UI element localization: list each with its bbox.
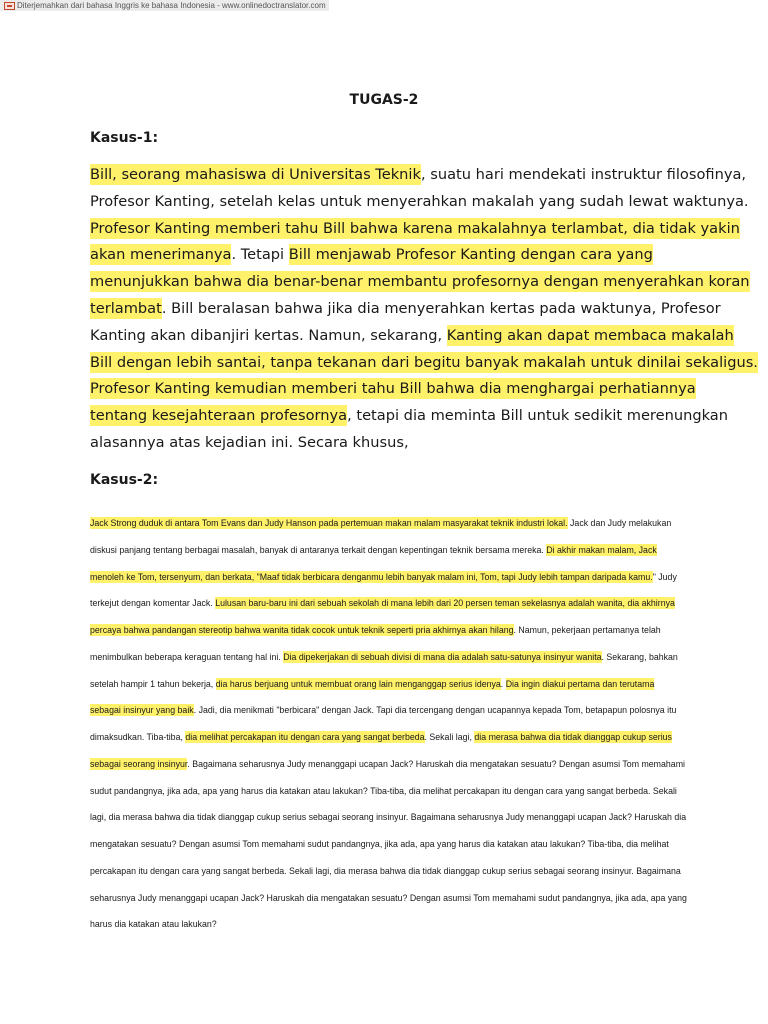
plain-text: alasannya atas kejadian ini. Secara khusus, (90, 433, 409, 451)
highlighted-text: dia harus berjuang untuk membuat orang lain menganggap serius idenya (215, 678, 501, 689)
plain-text: Kanting akan dibanjiri kertas. Namun, sekarang, (90, 326, 447, 344)
case-1-paragraph (90, 162, 758, 457)
text-line (90, 885, 690, 912)
text-line (90, 216, 740, 243)
highlighted-text: Profesor Kanting memberi tahu Bill bahwa karena makalahnya terlambat, dia tidak yakin (90, 219, 740, 237)
plain-text: setelah hampir 1 tahun bekerja, (90, 678, 216, 689)
text-line (90, 189, 749, 216)
highlighted-text: tentang kesejahteraan profesornya (90, 407, 348, 425)
text-line (90, 296, 721, 323)
highlighted-text: menunjukkan bahwa dia benar-benar membantu profesornya dengan menyerahkan koran (90, 273, 750, 291)
plain-text: . Namun, pekerjaan pertamanya telah (513, 625, 661, 635)
plain-text: , tetapi dia meminta Bill untuk sedikit merenungkan (347, 407, 728, 425)
plain-text: harus dia katakan atau lakukan? (90, 919, 217, 930)
text-line (90, 269, 750, 296)
text-line (90, 537, 690, 564)
highlighted-text: Lulusan baru-baru ini dari sebuah sekolah di mana lebih dari 20 persen teman sekelasnya adalah wanita, dia akhirnya (215, 598, 675, 609)
page-title: TUGAS-2 (349, 92, 419, 108)
highlighted-text: Kanting akan dapat membaca makalah (446, 326, 734, 344)
plain-text: mengatakan sesuatu? Dengan asumsi Tom memahami sudut pandangnya, jika ada, apa yang harus dia katakan atau lakukan? Tiba-tiba, dia melihat (90, 839, 669, 849)
highlighted-text: dia merasa bahwa dia tidak dianggap cukup serius (474, 732, 672, 742)
highlighted-text: Bill menjawab Profesor Kanting dengan cara yang (288, 246, 653, 264)
plain-text: Jack dan Judy melakukan (567, 518, 672, 528)
case-2-paragraph (90, 510, 690, 938)
plain-text: . Bill beralasan bahwa jika dia menyerahkan kertas pada waktunya, Profesor (161, 299, 721, 317)
highlighted-text: sebagai insinyur yang baik (90, 705, 194, 716)
highlighted-text: sebagai seorang insinyur (90, 758, 188, 769)
text-line (90, 697, 690, 724)
highlighted-text: menoleh ke Tom, tersenyum, dan berkata, "Maaf tidak berbicara denganmu lebih banyak malam ini, Tom, tapi Judy lebih tampan daripada kamu. (90, 571, 653, 582)
text-line (90, 671, 690, 698)
highlighted-text: percaya bahwa pandangan stereotip bahwa wanita tidak cocok untuk teknik seperti pria akhirnya akan hilang (90, 625, 514, 635)
plain-text: , suatu hari mendekati instruktur filosofinya, (420, 166, 747, 183)
text-line (90, 162, 747, 189)
case-1-heading: Kasus-1: (90, 130, 159, 146)
plain-text: lagi, dia merasa bahwa dia tidak dianggap cukup serius sebagai seorang insinyur. Bagaimana seharusnya Judy menanggapi ucapan Jack? Haruskah dia (90, 812, 687, 823)
text-line (90, 644, 690, 671)
text-line (90, 751, 690, 778)
plain-text: " Judy (652, 571, 677, 582)
highlighted-text: akan menerimanya (90, 246, 232, 264)
plain-text: menimbulkan beberapa keraguan tentang hal ini. (90, 651, 284, 662)
plain-text: sudut pandangnya, jika ada, apa yang harus dia katakan atau lakukan? Tiba-tiba, dia melihat percakapan itu dengan cara yang sangat berbeda. Sekali (90, 785, 677, 796)
highlighted-text: Di akhir makan malam, Jack (546, 544, 657, 555)
highlighted-text: Bill dengan lebih santai, tanpa tekanan dari begitu banyak makalah untuk dinilai sekaligus. (90, 353, 758, 371)
plain-text: . (500, 678, 506, 689)
text-line (90, 403, 728, 430)
highlighted-text: Dia ingin diakui pertama dan terutama (505, 678, 655, 689)
text-line (90, 778, 690, 805)
text-line (90, 510, 690, 537)
plain-text: . Sekali lagi, (424, 732, 475, 742)
case-2-heading: Kasus-2: (90, 472, 159, 488)
highlighted-text: dia melihat percakapan itu dengan cara yang sangat berbeda (185, 732, 425, 742)
text-line (90, 430, 690, 457)
highlighted-text: Profesor Kanting kemudian memberi tahu Bill bahwa dia menghargai perhatiannya (90, 380, 696, 398)
text-line (90, 590, 690, 617)
text-line (90, 323, 734, 350)
text-line (90, 724, 690, 751)
plain-text: . Tetapi (231, 246, 289, 264)
plain-text: . Sekarang, bahkan (601, 651, 678, 662)
text-line (90, 617, 690, 644)
plain-text: . Jadi, dia menikmati "berbicara" dengan Jack. Tapi dia tercengang dengan ucapannya kepada Tom, betapapun polosnya itu (193, 705, 677, 716)
plain-text: terkejut dengan komentar Jack. (90, 598, 216, 609)
banner-text: Diterjemahkan dari bahasa Inggris ke bahasa Indonesia - www.onlinedoctranslator.com (17, 1, 326, 10)
text-line (90, 376, 696, 403)
text-line (90, 350, 758, 377)
text-line (90, 804, 690, 831)
highlighted-text: Bill, seorang mahasiswa di Universitas Teknik (90, 166, 421, 183)
highlighted-text: Dia dipekerjakan di sebuah divisi di mana dia adalah satu-satunya insinyur wanita (283, 651, 602, 662)
text-line (90, 564, 690, 591)
plain-text: . Bagaimana seharusnya Judy menanggapi ucapan Jack? Haruskah dia mengatakan sesuatu? Dengan asumsi Tom memahami (187, 758, 685, 769)
document-translate-icon (4, 2, 15, 10)
text-line (90, 858, 690, 885)
plain-text: percakapan itu dengan cara yang sangat berbeda. Sekali lagi, dia merasa bahwa dia tidak dianggap cukup serius sebagai seorang insinyur. Bagaimana (90, 865, 681, 876)
plain-text: diskusi panjang tentang berbagai masalah, banyak di antaranya terkait dengan kepentingan teknik bersama mereka. (90, 544, 547, 555)
plain-text: dimaksudkan. Tiba-tiba, (90, 732, 186, 742)
text-line (90, 242, 690, 269)
plain-text: Profesor Kanting, setelah kelas untuk menyerahkan makalah yang sudah lewat waktunya. (90, 192, 749, 210)
text-line (90, 831, 690, 858)
plain-text: seharusnya Judy menanggapi ucapan Jack? Haruskah dia mengatakan sesuatu? Dengan asumsi Tom memahami sudut pandangnya, jika ada, apa yang (90, 892, 687, 903)
text-line (90, 911, 690, 938)
highlighted-text: Jack Strong duduk di antara Tom Evans dan Judy Hanson pada pertemuan makan malam masyarakat teknik industri lokal. (90, 518, 568, 528)
highlighted-text: terlambat (90, 299, 162, 317)
translator-banner[interactable] (0, 0, 329, 11)
